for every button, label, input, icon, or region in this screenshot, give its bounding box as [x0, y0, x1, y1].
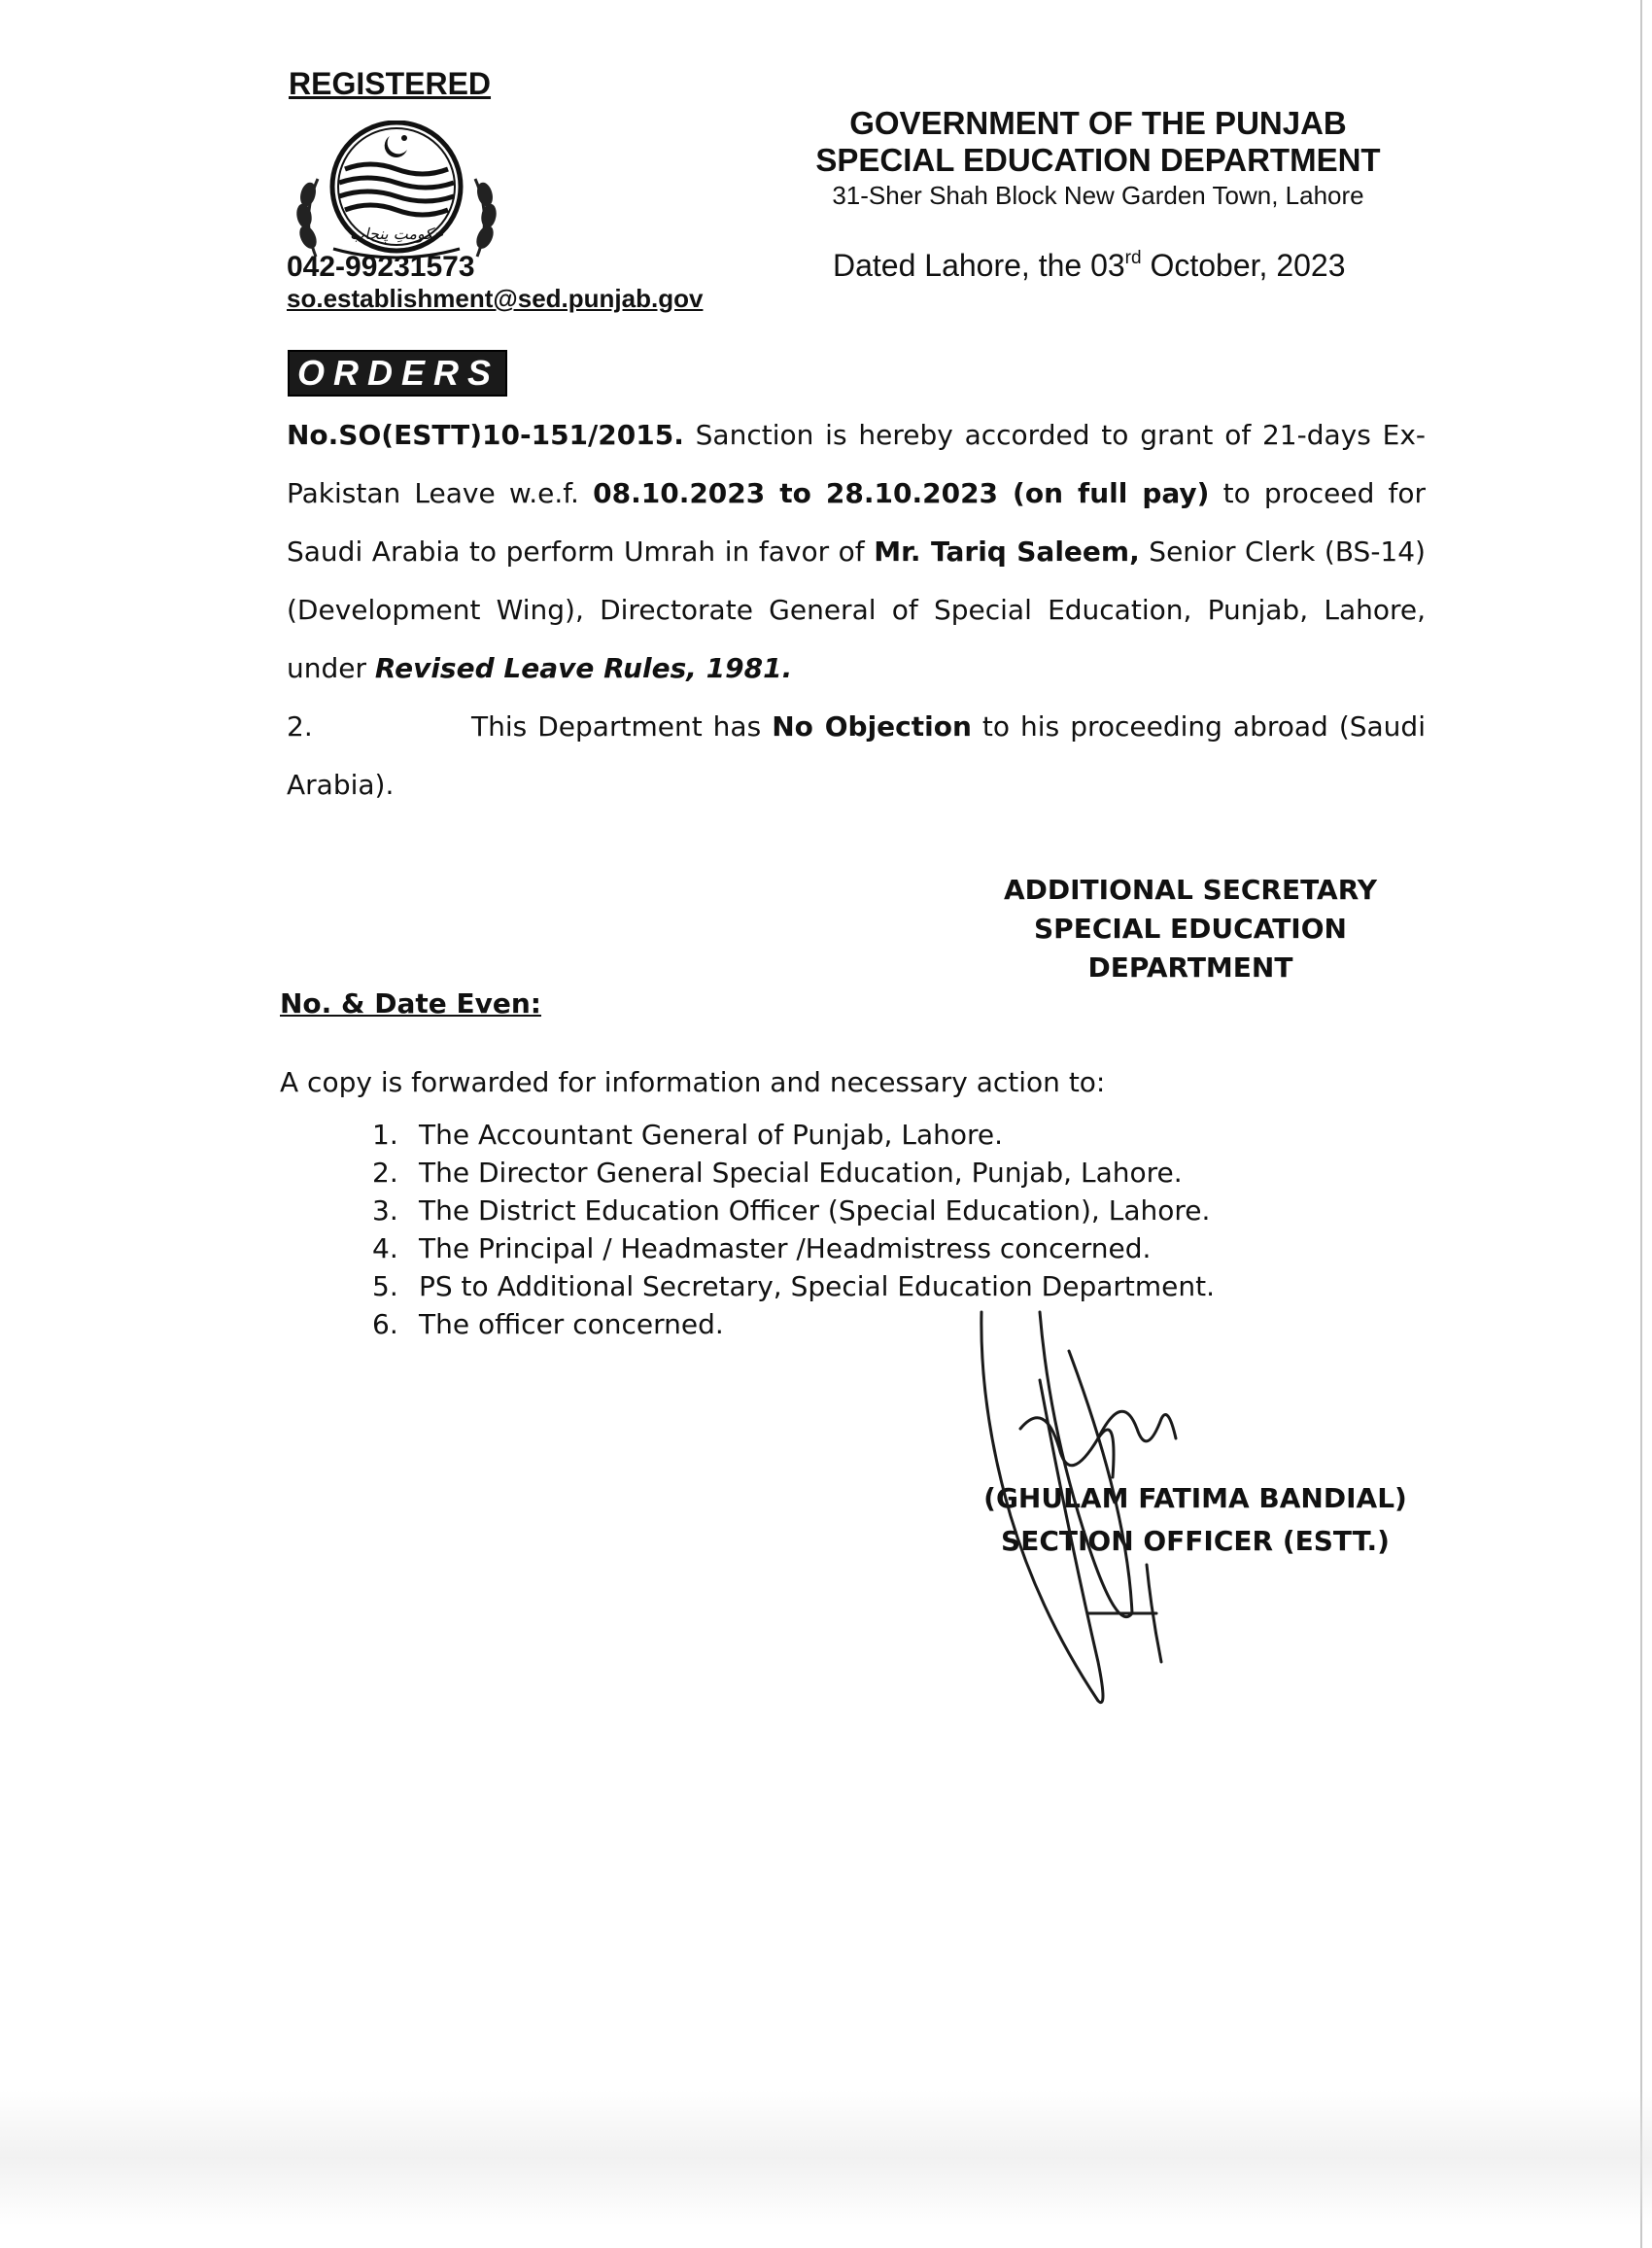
recipient-number: 2.: [372, 1157, 398, 1189]
punjab-emblem-logo: [294, 121, 499, 266]
dated-suffix: October, 2023: [1141, 248, 1346, 283]
department-title: SPECIAL EDUCATION DEPARTMENT: [815, 142, 1381, 178]
signatory-line-1: ADDITIONAL SECRETARY: [1003, 874, 1377, 906]
order-text-3: Senior Clerk (BS-14) (Development Wing), Directorate General of Special Education, Punjab, Lahore, under: [287, 536, 1426, 684]
para2-text-1: This Department has: [471, 710, 773, 743]
government-title: GOVERNMENT OF THE PUNJAB: [849, 105, 1347, 141]
para2-text-2: to his proceeding abroad (Saudi Arabia).: [287, 710, 1426, 801]
leave-period: 08.10.2023 to 28.10.2023 (on full pay): [593, 477, 1210, 509]
list-item: [372, 1116, 1215, 1154]
signatory-block: [991, 871, 1390, 987]
signatory-line-3: DEPARTMENT: [1087, 951, 1293, 984]
leave-rules: Revised Leave Rules, 1981.: [374, 652, 793, 684]
list-item: [372, 1192, 1215, 1229]
paragraph-number: 2.: [287, 710, 313, 743]
recipient-text: The District Education Officer (Special Education), Lahore.: [419, 1194, 1211, 1227]
recipient-number: 6.: [372, 1308, 398, 1340]
department-address: 31-Sher Shah Block New Garden Town, Lahore: [832, 181, 1364, 210]
order-text-2: to proceed for Saudi Arabia to perform Umrah in favor of: [287, 477, 1427, 568]
list-item: [372, 1154, 1215, 1192]
phone-number: 042-99231573: [287, 251, 475, 283]
recipient-text: The officer concerned.: [419, 1308, 724, 1340]
scan-shadow: [0, 2090, 1652, 2226]
signatory-line-2: SPECIAL EDUCATION: [1034, 913, 1347, 945]
recipient-text: The Accountant General of Punjab, Lahore.: [419, 1119, 1004, 1151]
copy-intro: A copy is forwarded for information and necessary action to:: [280, 1066, 1106, 1098]
email-address: so.establishment@sed.punjab.gov: [287, 284, 704, 313]
recipient-number: 3.: [372, 1194, 398, 1227]
recipient-text: The Director General Special Education, Punjab, Lahore.: [419, 1157, 1183, 1189]
order-paragraph: [287, 406, 1426, 698]
no-objection-paragraph: [287, 698, 1426, 814]
recipient-number: 1.: [372, 1119, 398, 1151]
recipient-text: PS to Additional Secretary, Special Education Department.: [419, 1270, 1215, 1302]
officer-designation: SECTION OFFICER (ESTT.): [1001, 1525, 1390, 1557]
department-header: [758, 105, 1438, 212]
no-date-even: No. & Date Even:: [280, 987, 541, 1020]
employee-name: Mr. Tariq Saleem,: [874, 536, 1140, 568]
list-item: [372, 1229, 1215, 1267]
order-text-1: Sanction is hereby accorded to grant of 21-days Ex-Pakistan Leave w.e.f.: [287, 419, 1426, 509]
no-objection: No Objection: [772, 710, 972, 743]
recipient-number: 5.: [372, 1270, 398, 1302]
registered-label: REGISTERED: [289, 66, 492, 101]
recipient-text: The Principal / Headmaster /Headmistress concerned.: [419, 1232, 1152, 1264]
recipient-number: 4.: [372, 1232, 398, 1264]
officer-name: (GHULAM FATIMA BANDIAL): [983, 1482, 1407, 1514]
svg-text:حکومتِ پنجاب: حکومتِ پنجاب: [350, 225, 443, 243]
page-edge: [1640, 0, 1642, 2248]
dated-ordinal: rd: [1124, 248, 1142, 268]
dated-prefix: Dated Lahore, the 03: [833, 248, 1125, 283]
orders-heading: ORDERS: [288, 350, 507, 397]
handwritten-signature: [952, 1293, 1244, 1740]
dated-line: [833, 248, 1346, 284]
order-reference: No.SO(ESTT)10-151/2015.: [287, 419, 684, 451]
